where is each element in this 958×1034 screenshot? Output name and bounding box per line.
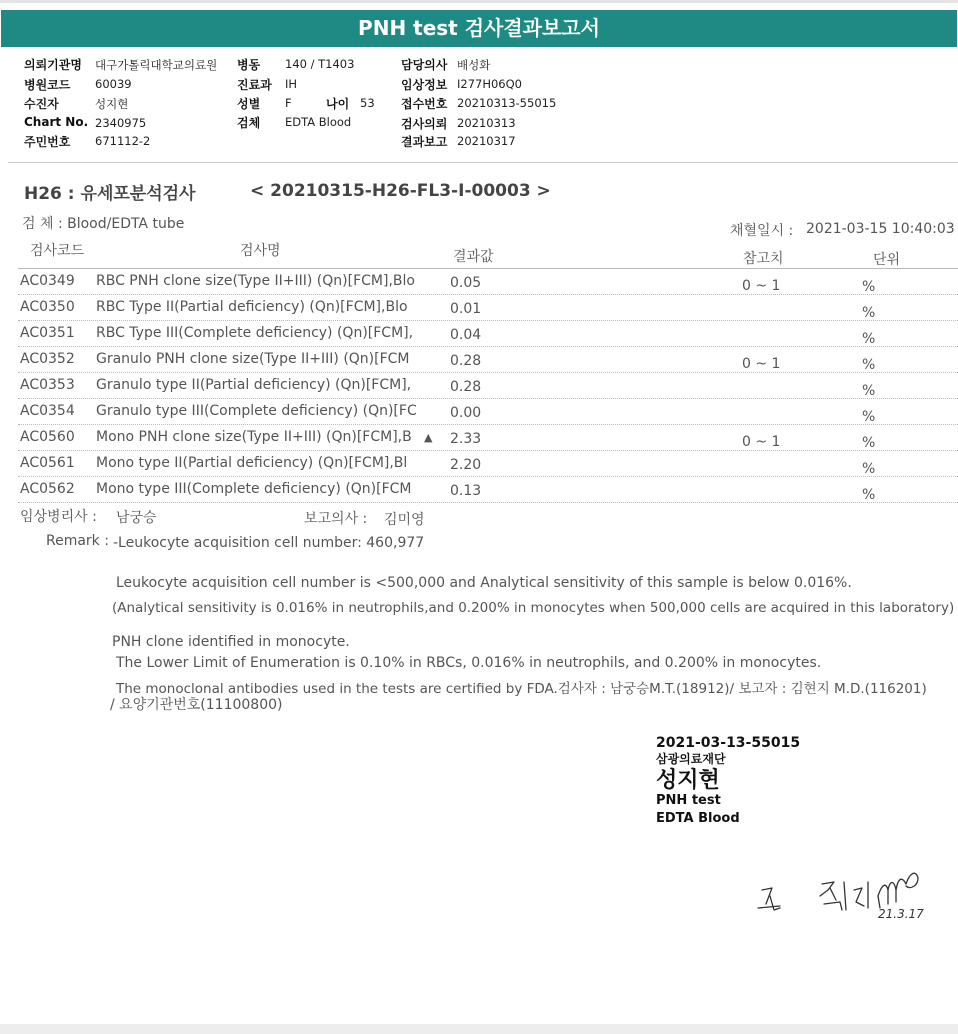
row-ref: 0 ~ 1 bbox=[742, 434, 781, 450]
doctor-label: 보고의사 : bbox=[304, 511, 368, 527]
header-name: 검사명 bbox=[240, 243, 281, 259]
row-unit: % bbox=[862, 487, 876, 503]
row-code: AC0561 bbox=[20, 455, 75, 471]
row-unit: % bbox=[862, 305, 876, 321]
info-value: 20210313 bbox=[457, 116, 516, 130]
info-label: 성별 bbox=[237, 97, 261, 111]
divider bbox=[8, 162, 958, 163]
info-value: I277H06Q0 bbox=[457, 77, 522, 91]
info-value: 671112-2 bbox=[95, 134, 151, 148]
row-result: 2.20 bbox=[450, 457, 482, 473]
row-name: Mono PNH clone size(Type II+III) (Qn)[FCM],B bbox=[96, 429, 412, 445]
info-value: 대구가톨릭대학교의료원 bbox=[95, 58, 218, 72]
info-value: 2340975 bbox=[95, 116, 147, 130]
row-name: Granulo type II(Partial deficiency) (Qn)[FCM], bbox=[96, 377, 412, 393]
row-name: Granulo PNH clone size(Type II+III) (Qn)[FCM bbox=[96, 351, 410, 367]
info-label: 임상정보 bbox=[401, 78, 448, 92]
header-result: 결과값 bbox=[453, 249, 494, 265]
table-row bbox=[18, 477, 958, 503]
row-unit: % bbox=[862, 409, 876, 425]
row-ref: 0 ~ 1 bbox=[742, 278, 781, 294]
row-unit: % bbox=[862, 383, 876, 399]
section-code: < 20210315-H26-FL3-I-00003 > bbox=[250, 181, 551, 201]
specimen-text: 검 체 : Blood/EDTA tube bbox=[22, 216, 185, 232]
row-code: AC0349 bbox=[20, 273, 75, 289]
row-result: 0.28 bbox=[450, 353, 482, 369]
info-label: 검사의뢰 bbox=[401, 117, 448, 131]
tech-name: 남궁승 bbox=[116, 510, 157, 526]
row-name: Granulo type III(Complete deficiency) (Qn)[FC bbox=[96, 403, 417, 419]
row-result: 2.33 bbox=[450, 431, 482, 447]
info-value: 20210313-55015 bbox=[457, 96, 557, 110]
table-row bbox=[18, 451, 958, 477]
handwritten-signature bbox=[750, 860, 950, 930]
info-label: 의뢰기관명 bbox=[24, 58, 82, 72]
row-name: RBC Type III(Complete deficiency) (Qn)[FCM], bbox=[96, 325, 414, 341]
row-result: 0.04 bbox=[450, 327, 482, 343]
info-label: 담당의사 bbox=[401, 58, 448, 72]
stamp-test: PNH test bbox=[656, 793, 721, 808]
row-name: Mono type III(Complete deficiency) (Qn)[FCM bbox=[96, 481, 412, 497]
info-label: 나이 bbox=[326, 97, 350, 111]
doctor-name: 김미영 bbox=[384, 512, 425, 528]
collection-datetime: 2021-03-15 10:40:03 bbox=[806, 221, 955, 237]
section-title: H26 : 유세포분석검사 bbox=[24, 184, 196, 204]
bottom-strip bbox=[0, 1024, 958, 1034]
row-unit: % bbox=[862, 435, 876, 451]
remark-first-line: -Leukocyte acquisition cell number: 460,977 bbox=[113, 535, 425, 551]
info-label: 진료과 bbox=[237, 78, 272, 92]
stamp-number: 2021-03-13-55015 bbox=[656, 735, 801, 751]
row-result: 0.01 bbox=[450, 301, 482, 317]
stamp-specimen: EDTA Blood bbox=[656, 811, 740, 826]
top-strip bbox=[0, 0, 958, 3]
table-row bbox=[18, 347, 958, 373]
row-ref: 0 ~ 1 bbox=[742, 356, 781, 372]
row-unit: % bbox=[862, 357, 876, 373]
row-code: AC0353 bbox=[20, 377, 75, 393]
row-unit: % bbox=[862, 461, 876, 477]
info-value: IH bbox=[285, 77, 298, 91]
header-ref: 참고치 bbox=[743, 251, 784, 267]
info-label: 검체 bbox=[237, 116, 261, 130]
row-code: AC0560 bbox=[20, 429, 75, 445]
stamp-name: 성지현 bbox=[656, 768, 720, 793]
row-code: AC0350 bbox=[20, 299, 75, 315]
info-value: EDTA Blood bbox=[285, 115, 352, 129]
table-row bbox=[18, 269, 958, 295]
info-value: 60039 bbox=[95, 77, 132, 91]
row-result: 0.05 bbox=[450, 275, 482, 291]
table-row bbox=[18, 399, 958, 425]
remark-line: PNH clone identified in monocyte. bbox=[112, 634, 350, 650]
report-title: PNH test 검사결과보고서 bbox=[1, 10, 957, 47]
patient-info-block bbox=[0, 52, 958, 162]
stamp-org: 삼광의료재단 bbox=[656, 752, 726, 766]
row-code: AC0351 bbox=[20, 325, 75, 341]
table-row bbox=[18, 321, 958, 347]
remark-line: (Analytical sensitivity is 0.016% in neutrophils,and 0.200% in monocytes when 500,000 cells are acquired in this laboratory) bbox=[112, 600, 955, 616]
remark-label: Remark : bbox=[46, 533, 109, 549]
row-code: AC0352 bbox=[20, 351, 75, 367]
remark-line: / 요양기관번호(11100800) bbox=[110, 697, 283, 713]
info-value: 140 / T1403 bbox=[285, 57, 355, 71]
table-row bbox=[18, 373, 958, 399]
tech-label: 임상병리사 : bbox=[20, 509, 97, 525]
info-value: 20210317 bbox=[457, 134, 516, 148]
row-name: RBC PNH clone size(Type II+III) (Qn)[FCM],Blo bbox=[96, 273, 415, 289]
info-label: 병동 bbox=[237, 58, 261, 72]
info-value: 배성화 bbox=[457, 58, 491, 72]
info-value: 성지현 bbox=[95, 97, 129, 111]
row-unit: % bbox=[862, 279, 876, 295]
info-label: 수진자 bbox=[24, 97, 59, 111]
table-row bbox=[18, 295, 958, 321]
row-code: AC0354 bbox=[20, 403, 75, 419]
info-label: 결과보고 bbox=[401, 135, 448, 149]
header-unit: 단위 bbox=[873, 252, 901, 268]
header-code: 검사코드 bbox=[30, 243, 85, 259]
info-label: 주민번호 bbox=[24, 135, 71, 149]
row-result: 0.13 bbox=[450, 483, 482, 499]
remark-line: The Lower Limit of Enumeration is 0.10% in RBCs, 0.016% in neutrophils, and 0.200% in monocytes. bbox=[116, 655, 822, 671]
row-name: Mono type II(Partial deficiency) (Qn)[FCM],Bl bbox=[96, 455, 408, 471]
remark-line: The monoclonal antibodies used in the tests are certified by FDA.검사자 : 남궁승M.T.(18912)/ 보고자 : 김현지 M.D.(116201) bbox=[116, 681, 927, 697]
high-flag-icon: ▲ bbox=[424, 431, 433, 444]
info-value: F bbox=[285, 96, 292, 110]
row-code: AC0562 bbox=[20, 481, 75, 497]
remark-line: Leukocyte acquisition cell number is <500,000 and Analytical sensitivity of this sample is below 0.016%. bbox=[116, 575, 852, 591]
info-label: 병원코드 bbox=[24, 78, 71, 92]
row-unit: % bbox=[862, 331, 876, 347]
row-name: RBC Type II(Partial deficiency) (Qn)[FCM],Blo bbox=[96, 299, 408, 315]
table-row bbox=[18, 425, 958, 451]
row-result: 0.00 bbox=[450, 405, 482, 421]
signature-date: 21.3.17 bbox=[878, 907, 924, 921]
info-value: 53 bbox=[360, 96, 375, 110]
row-result: 0.28 bbox=[450, 379, 482, 395]
info-label: Chart No. bbox=[24, 115, 89, 129]
info-label: 접수번호 bbox=[401, 97, 448, 111]
collection-label: 채혈일시 : bbox=[730, 223, 794, 239]
